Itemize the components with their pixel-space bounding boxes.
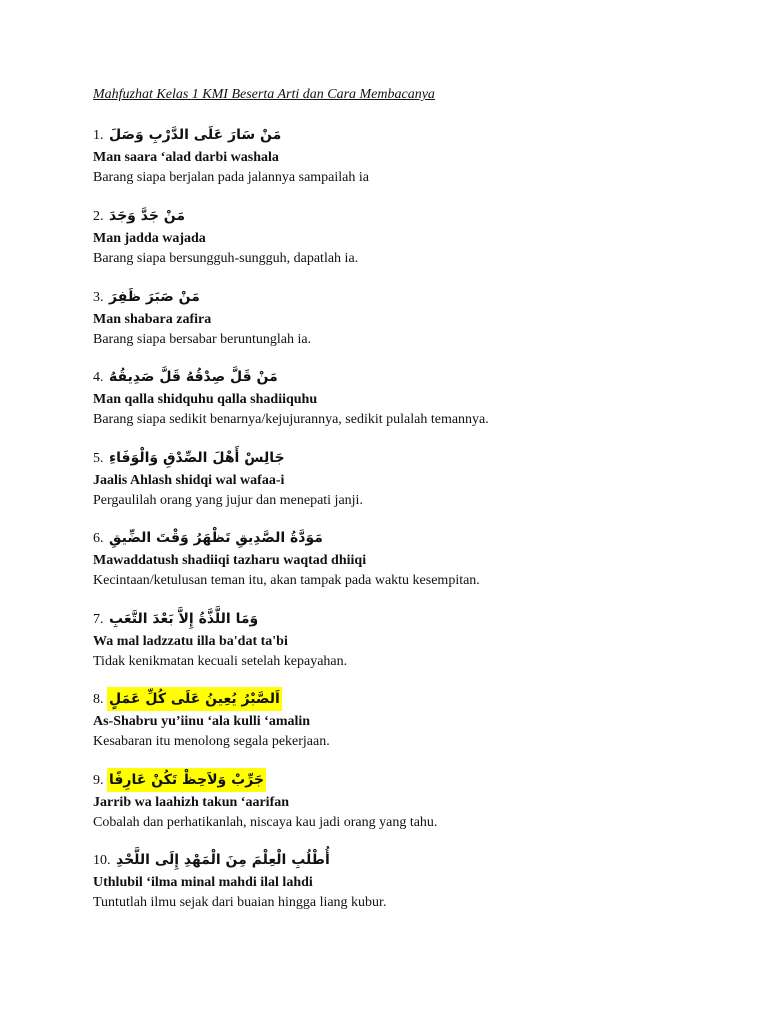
transliteration: Man jadda wajada — [93, 231, 206, 246]
arabic-line — [93, 607, 733, 631]
meaning: Barang siapa berjalan pada jalannya sampailah ia — [93, 170, 369, 185]
item-number: 4. — [93, 370, 104, 385]
arabic-text: أُطْلُبِ الْعِلْمَ مِنَ الْمَهْدِ إِلَى اللَّحْدِ — [116, 852, 330, 868]
list-item — [93, 365, 733, 430]
transliteration: Mawaddatush shadiiqi tazharu waqtad dhiiqi — [93, 553, 367, 568]
meaning: Kesabaran itu menolong segala pekerjaan. — [93, 734, 330, 749]
arabic-text-highlighted: جَرِّبْ وَلاَحِظْ تَكُنْ عَارِفًا — [107, 768, 266, 792]
list-item — [93, 607, 733, 672]
transliteration: Jarrib wa laahizh takun ‘aarifan — [93, 795, 290, 810]
arabic-text: مَنْ جَدَّ وَجَدَ — [109, 208, 186, 224]
list-item — [93, 446, 733, 511]
arabic-line — [93, 526, 733, 550]
arabic-line — [93, 687, 733, 711]
arabic-line — [93, 285, 733, 309]
arabic-line — [93, 768, 733, 792]
list-item — [93, 285, 733, 350]
arabic-text: مَوَدَّةُ الصَّدِيقِ تَظْهَرُ وَقْتَ الضِّيقِ — [109, 530, 323, 546]
transliteration: Man qalla shidquhu qalla shadiiquhu — [93, 392, 318, 407]
arabic-text: وَمَا اللَّذَّةُ إِلاَّ بَعْدَ التَّعَبِ — [109, 611, 259, 627]
item-number: 1. — [93, 128, 104, 143]
meaning: Barang siapa bersabar beruntunglah ia. — [93, 332, 312, 347]
arabic-line — [93, 123, 733, 147]
list-item — [93, 526, 733, 591]
transliteration: Wa mal ladzzatu illa ba'dat ta'bi — [93, 634, 288, 649]
arabic-text: مَنْ قَلَّ صِدْقُهُ قَلَّ صَدِيقُهُ — [109, 369, 278, 385]
meaning: Cobalah dan perhatikanlah, niscaya kau jadi orang yang tahu. — [93, 815, 438, 830]
arabic-line — [93, 365, 733, 389]
transliteration: As-Shabru yu’iinu ‘ala kulli ‘amalin — [93, 714, 311, 729]
document-title: Mahfuzhat Kelas 1 KMI Beserta Arti dan Cara Membacanya — [93, 87, 435, 102]
arabic-text-highlighted: اَلصَّبْرُ يُعِينُ عَلَى كُلِّ عَمَلٍ — [107, 687, 282, 711]
meaning: Tuntutlah ilmu sejak dari buaian hingga liang kubur. — [93, 895, 387, 910]
arabic-line — [93, 204, 733, 228]
list-item — [93, 123, 733, 188]
arabic-text: مَنْ صَبَرَ ظَفِرَ — [109, 289, 200, 305]
meaning: Kecintaan/ketulusan teman itu, akan tampak pada waktu kesempitan. — [93, 573, 480, 588]
list-item — [93, 687, 733, 752]
arabic-text: جَالِسْ أَهْلَ الصِّدْقِ وَالْوَفَاءِ — [109, 450, 285, 466]
transliteration: Uthlubil ‘ilma minal mahdi ilal lahdi — [93, 875, 313, 890]
item-number: 5. — [93, 451, 104, 466]
item-number: 8. — [93, 692, 104, 707]
item-number: 7. — [93, 612, 104, 627]
document-page — [93, 85, 733, 910]
meaning: Pergaulilah orang yang jujur dan menepati janji. — [93, 493, 363, 508]
arabic-line — [93, 848, 733, 872]
list-item — [93, 204, 733, 269]
transliteration: Man saara ‘alad darbi washala — [93, 150, 279, 165]
list-item — [93, 848, 733, 913]
meaning: Tidak kenikmatan kecuali setelah kepayahan. — [93, 654, 348, 669]
arabic-text: مَنْ سَارَ عَلَى الدَّرْبِ وَصَلَ — [109, 127, 282, 143]
arabic-line — [93, 446, 733, 470]
item-number: 2. — [93, 209, 104, 224]
transliteration: Man shabara zafira — [93, 312, 212, 327]
item-number: 9. — [93, 773, 104, 788]
meaning: Barang siapa sedikit benarnya/kejujurannya, sedikit pulalah temannya. — [93, 412, 489, 427]
transliteration: Jaalis Ahlash shidqi wal wafaa-i — [93, 473, 285, 488]
item-number: 6. — [93, 531, 104, 546]
meaning: Barang siapa bersungguh-sungguh, dapatlah ia. — [93, 251, 359, 266]
list-item — [93, 768, 733, 833]
item-number: 3. — [93, 290, 104, 305]
item-number: 10. — [93, 853, 111, 868]
